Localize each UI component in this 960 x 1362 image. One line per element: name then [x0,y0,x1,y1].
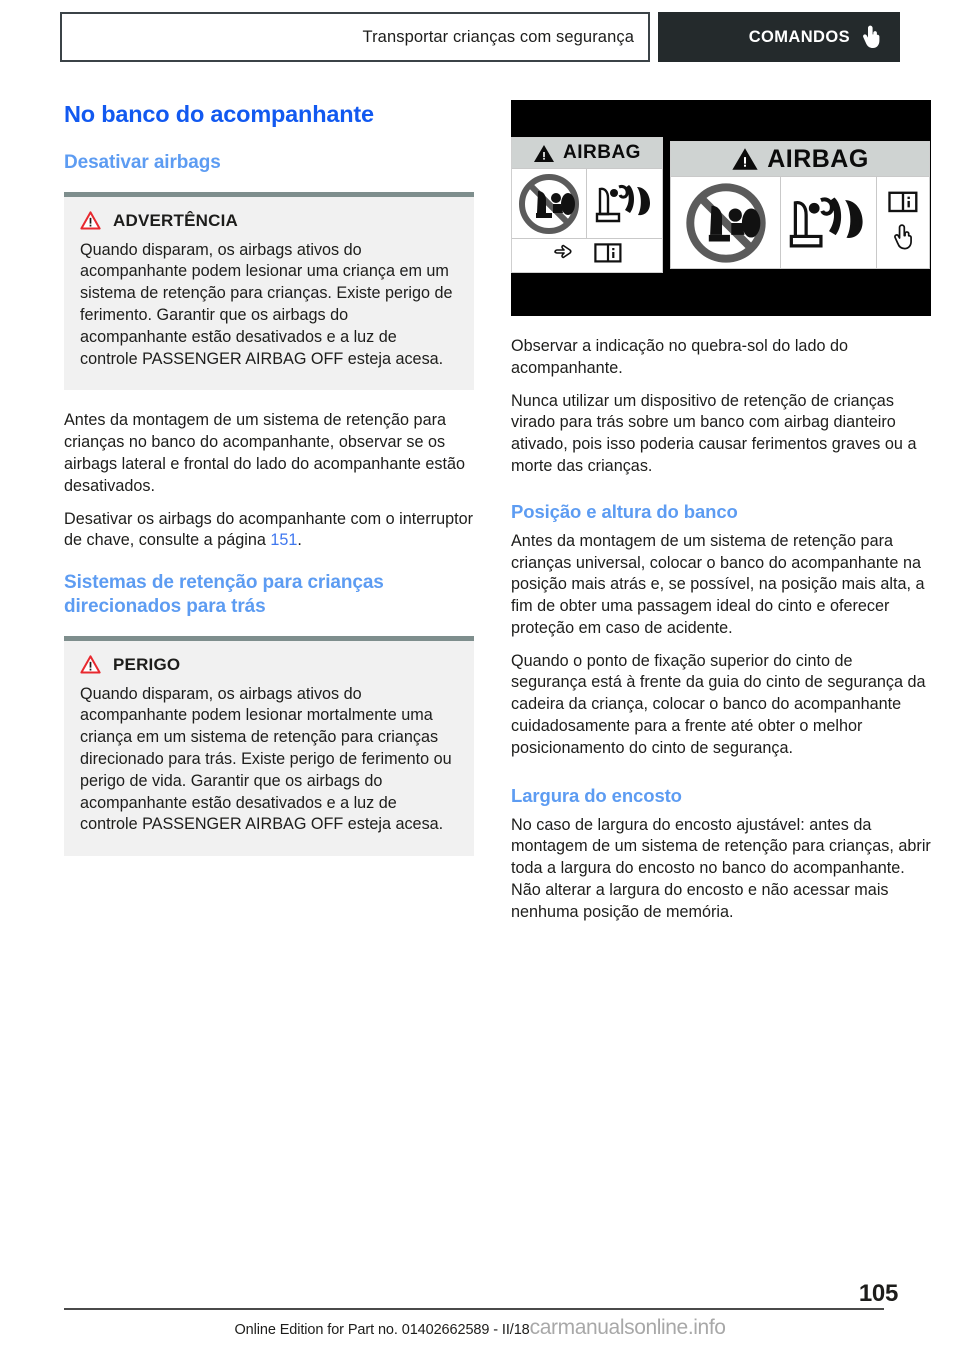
no-rear-facing-child-seat-icon [512,169,587,238]
left-paragraph-1: Antes da montagem de um sistema de retenção para crianças no banco do acompanhante, observar se os airbags lateral e frontal do lado do acompanhante estão desativados. [64,411,466,495]
warning-triangle-icon [80,211,101,230]
right-paragraph-2: Nunca utilizar um dispositivo de retenção de crianças virado para trás sobre um banco com airbag dianteiro ativado, pois isso poderia causar ferimentos graves ou a morte das crianças. [511,391,917,475]
footer-text-line [0,1316,960,1340]
left-paragraph-2-text-before: Desativar os airbags do acompanhante com o interruptor de chave, consulte a página [64,509,474,550]
pointing-hand-icon [552,243,582,268]
page-title: No banco do acompanhante [64,101,374,127]
warning-box-advertencia [64,192,474,391]
section-1-paragraph-1: Antes da montagem de um sistema de retenção para crianças universal, colocar o banco do acompanhante na posição mais atrás e, se possível, na posição mais alta, a fim de obter uma passagem ideal do cinto e oferecer proteção em caso de acidente. [511,531,925,637]
running-title-tab [60,12,650,62]
subsection-title-desativar-airbags: Desativar airbags [64,152,221,174]
chapter-label: COMANDOS [748,27,850,46]
section-1-paragraph-2: Quando o ponto de fixação superior do cinto de segurança está à frente da guia do cinto de segurança da cadeira da criança, colocar o banco do acompanhante cuidadosamente para a frente até obter o melhor posicionamento do cinto de segurança. [511,651,926,757]
page-number: 105 [858,1280,898,1307]
pointing-hand-icon [862,25,882,49]
left-paragraph-2-text-after: . [297,531,302,550]
warning-box-header [80,211,458,231]
front-airbag-deploy-icon [781,177,877,268]
footer-edition-text: Online Edition for Part no. 01402662589 - II/18 [234,1322,530,1338]
danger-box-text: Quando disparam, os airbags ativos do acompanhante podem lesionar mortalmente uma criança em um sistema de retenção para crianças direcionado para trás. Existe perigo de ferimento ou perigo de vida. Garantir que os airbags do acompanhante estão desativados e a luz de controle PASSENGER AIRBAG OFF esteja acesa. [80,684,452,834]
front-airbag-deploy-icon [587,169,662,238]
section-title-posicao-altura-banco: Posição e altura do banco [511,500,738,522]
manual-book-icon [594,242,622,269]
left-paragraph-2 [64,509,474,553]
running-header [0,0,960,80]
airbag-label-small [512,138,662,272]
section-2-paragraph-1: No caso de largura do encosto ajustável: antes da montagem de um sistema de retenção para crianças, abrir toda a largura do encosto no banco do acompanhante. Não alterar a largura do encosto e não acessar mais nenhuma posição de memória. [511,815,931,921]
airbag-label-small-row-top [512,168,662,238]
airbag-label-small-heading: AIRBAG [563,142,641,163]
footer-watermark: carmanualsonline.info [529,1316,726,1339]
warning-triangle-icon [80,655,101,674]
airbag-label-large [671,142,929,268]
warning-box-text: Quando disparam, os airbags ativos do acompanhante podem lesionar uma criança em um sistema de retenção para crianças. Existe perigo de ferimento. Garantir que os airbags do acompanhante estão desativados e a luz de controle PASSENGER AIRBAG OFF esteja acesa. [80,240,453,368]
page-reference-link[interactable]: 151 [270,531,298,550]
airbag-label-large-heading: AIRBAG [767,144,869,173]
danger-box-header [80,655,458,675]
pointing-hand-icon [892,223,914,256]
airbag-label-large-info-cell [877,177,929,268]
airbag-label-small-row-bottom [512,238,662,272]
no-rear-facing-child-seat-icon [671,177,781,268]
warning-box-label: ADVERTÊNCIA [113,210,238,230]
chapter-tab [658,12,900,62]
right-column [511,100,931,924]
airbag-label-small-heading-bar [512,138,662,168]
warning-triangle-black-icon [533,144,555,163]
warning-triangle-black-icon [731,147,759,171]
left-column [64,100,474,876]
subsection-title-sistemas-retencao: Sistemas de retenção para crianças direcionados para trás [64,572,384,618]
danger-box-label: PERIGO [113,654,181,674]
danger-box-perigo [64,636,474,856]
running-title-label: Transportar crianças com segurança [362,27,634,46]
footer-divider [64,1308,884,1310]
page-footer [0,1272,960,1362]
section-title-largura-encosto: Largura do encosto [511,784,682,806]
right-paragraph-1: Observar a indicação no quebra-sol do lado do acompanhante. [511,337,849,377]
airbag-label-large-row [671,176,929,268]
manual-book-icon [888,190,918,219]
airbag-label-large-heading-bar [671,142,929,176]
airbag-warning-labels-figure [511,100,931,316]
